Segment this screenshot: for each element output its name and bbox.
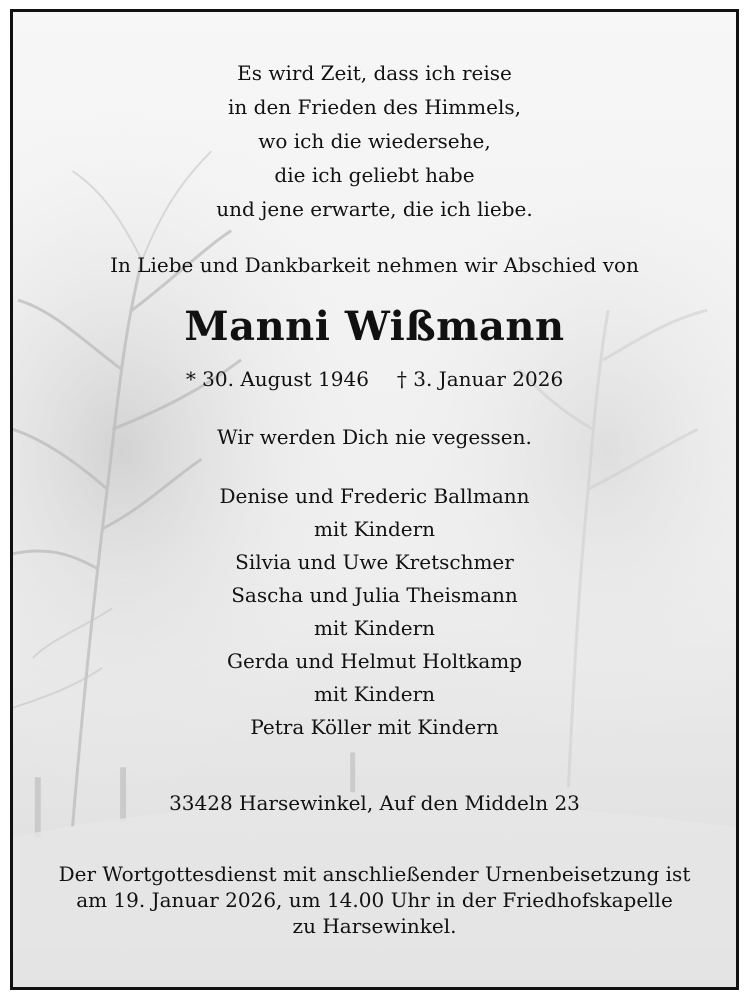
service-line: Der Wortgottesdienst mit anschließender Urnenbeisetzung ist <box>58 862 691 886</box>
mourner-line: mit Kindern <box>313 616 436 640</box>
poem-line: in den Frieden des Himmels, <box>228 95 521 119</box>
life-dates <box>13 367 736 391</box>
mourner-line: Gerda und Helmut Holtkamp <box>226 649 523 673</box>
death-date: † 3. Januar 2026 <box>396 367 564 391</box>
poem-line: die ich geliebt habe <box>274 163 475 187</box>
poem-line: wo ich die wiedersehe, <box>258 129 491 153</box>
mourner-line: Petra Köller mit Kindern <box>250 715 499 739</box>
birth-date: * 30. August 1946 <box>185 367 369 391</box>
deceased-name: Manni Wißmann <box>184 303 565 350</box>
service-line: zu Harsewinkel. <box>292 914 457 938</box>
remembrance-text: Wir werden Dich nie vegessen. <box>217 425 532 449</box>
service-line: am 19. Januar 2026, um 14.00 Uhr in der Friedhofskapelle <box>76 888 673 912</box>
poem-line: Es wird Zeit, dass ich reise <box>237 61 512 85</box>
mourner-line: Denise und Frederic Ballmann <box>219 484 530 508</box>
address-text: 33428 Harsewinkel, Auf den Middeln 23 <box>169 791 580 815</box>
poem-line: und jene erwarte, die ich liebe. <box>216 197 533 221</box>
mourner-line: Silvia und Uwe Kretschmer <box>235 550 514 574</box>
intro-text: In Liebe und Dankbarkeit nehmen wir Abschied von <box>110 253 639 277</box>
mourner-line: mit Kindern <box>313 517 436 541</box>
obituary-text <box>13 12 736 987</box>
obituary-frame <box>10 9 739 990</box>
mourner-line: mit Kindern <box>313 682 436 706</box>
mourner-line: Sascha und Julia Theismann <box>231 583 518 607</box>
